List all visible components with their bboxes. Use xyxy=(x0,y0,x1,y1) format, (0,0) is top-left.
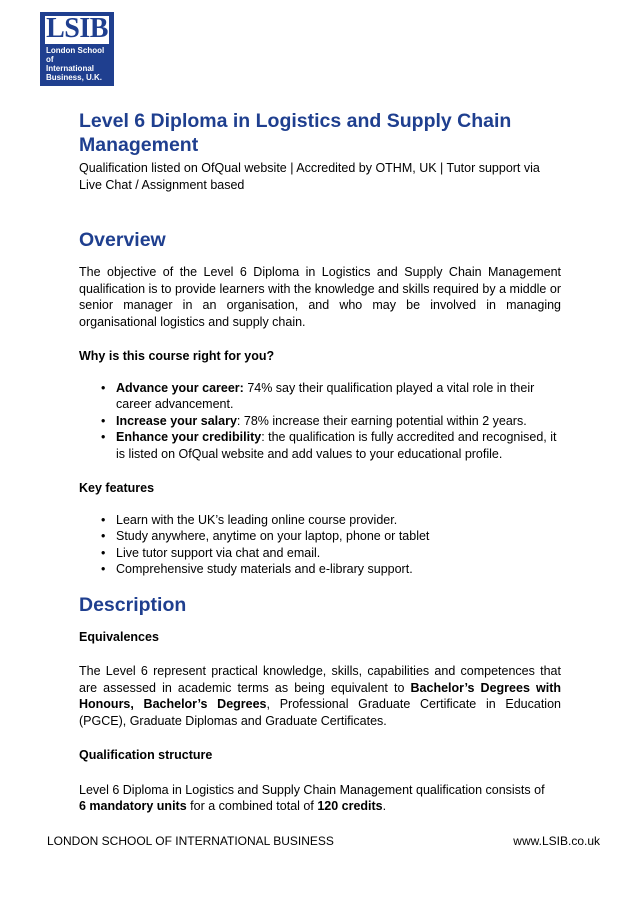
structure-bold: 6 mandatory units xyxy=(79,799,187,813)
structure-text: for a combined total of xyxy=(186,799,318,813)
document-subtitle: Qualification listed on OfQual website | Accredited by OTHM, UK | Tutor support via Live Chat / Assignment based xyxy=(79,161,540,192)
list-item xyxy=(101,380,561,413)
logo-wordmark-box xyxy=(45,13,109,44)
bullet-icon: • xyxy=(101,413,106,428)
list-item xyxy=(101,528,561,545)
equivalences-heading: Equivalences xyxy=(79,629,159,644)
key-features-heading: Key features xyxy=(79,481,155,495)
bullet-icon: • xyxy=(101,430,106,444)
list-item-text: : the qualification is fully accredited and recognised, it is listed on OfQual website and add values to your educational profile. xyxy=(116,430,557,461)
structure-bold: 120 credits xyxy=(317,799,383,813)
structure-paragraph xyxy=(79,782,549,815)
lsib-logo xyxy=(40,12,114,86)
list-item-bold: Enhance your credibility xyxy=(116,430,262,444)
logo-caption-line: Business, U.K. xyxy=(46,73,103,82)
list-item-text: Study anywhere, anytime on your laptop, phone or tablet xyxy=(116,529,430,543)
overview-heading: Overview xyxy=(79,229,166,251)
equivalences-paragraph xyxy=(79,663,561,729)
equivalences-text: , Professional Graduate Certificate in Education (PGCE), Graduate Diplomas and Graduate Certificates. xyxy=(79,697,561,728)
logo-wordmark: LSIB xyxy=(46,13,108,44)
list-item-text: 74% say their qualification played a vital role in their career advancement. xyxy=(116,380,535,411)
why-list xyxy=(101,380,561,463)
list-item-bold: Advance your career: xyxy=(116,380,244,395)
list-item xyxy=(101,413,561,430)
list-item xyxy=(101,429,561,462)
equivalences-text: The Level 6 represent practical knowledge, skills, capabilities and competences that are assessed in academic terms as being equivalent to xyxy=(79,664,561,695)
bullet-icon: • xyxy=(101,380,106,395)
structure-text: . xyxy=(382,799,387,813)
list-item xyxy=(101,561,561,578)
list-item-text: Learn with the UK’s leading online course provider. xyxy=(116,512,398,527)
footer-website-link[interactable]: www.LSIB.co.uk xyxy=(513,834,600,848)
equivalences-bold: Bachelor’s Degrees with Honours, Bachelor’s Degrees xyxy=(79,680,561,711)
list-item-text: Live tutor support via chat and email. xyxy=(116,545,321,560)
bullet-icon: • xyxy=(101,562,106,576)
overview-paragraph: The objective of the Level 6 Diploma in Logistics and Supply Chain Management qualification is to provide learners with the knowledge and skills required by a middle or senior manager in an organisation, and who may be involved in managing organisational logistics and supply chain. xyxy=(79,265,561,329)
document-body xyxy=(79,109,561,815)
features-list xyxy=(101,512,561,578)
why-heading: Why is this course right for you? xyxy=(79,349,275,363)
list-item xyxy=(101,512,561,529)
logo-caption xyxy=(46,46,110,82)
list-item-text: Comprehensive study materials and e-library support. xyxy=(116,562,413,576)
footer-school-name: LONDON SCHOOL OF INTERNATIONAL BUSINESS xyxy=(47,834,334,848)
bullet-icon: • xyxy=(101,529,106,543)
structure-text: Level 6 Diploma in Logistics and Supply Chain Management qualification consists of xyxy=(79,782,545,797)
list-item-text: : 78% increase their earning potential within 2 years. xyxy=(236,413,527,428)
logo-caption-line: International xyxy=(46,64,95,73)
list-item xyxy=(101,545,561,562)
document-title: Level 6 Diploma in Logistics and Supply Chain Management xyxy=(79,110,512,156)
description-heading: Description xyxy=(79,593,187,616)
list-item-bold: Increase your salary xyxy=(116,413,237,428)
structure-heading: Qualification structure xyxy=(79,748,213,762)
bullet-icon: • xyxy=(101,545,106,560)
bullet-icon: • xyxy=(101,512,106,527)
logo-caption-line: London School of xyxy=(46,46,105,64)
